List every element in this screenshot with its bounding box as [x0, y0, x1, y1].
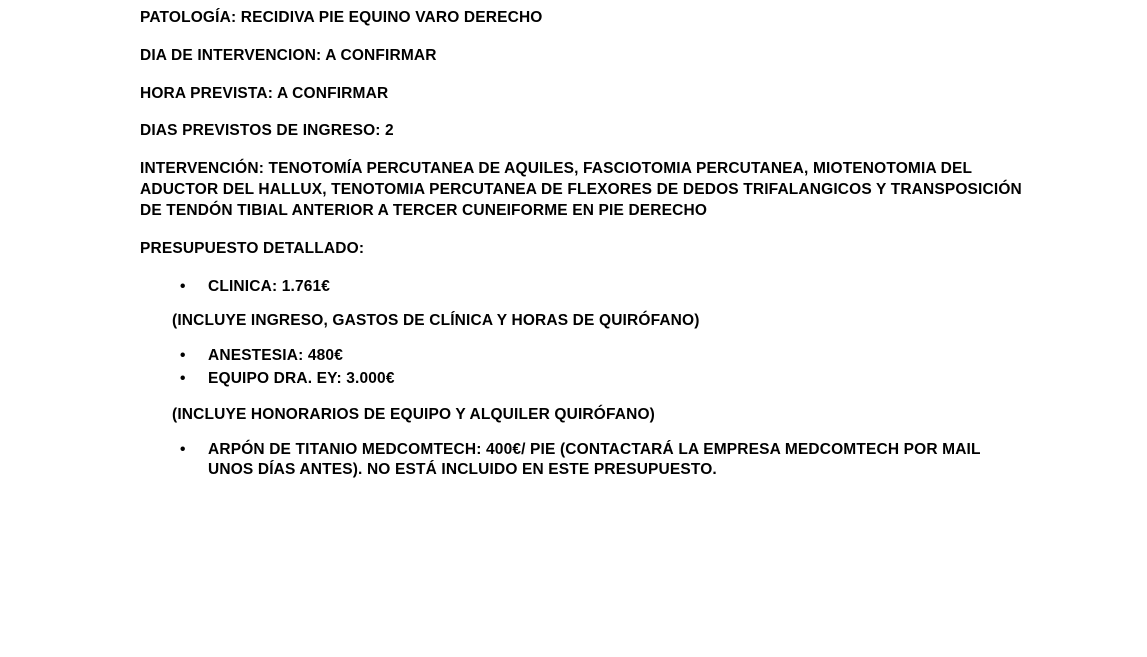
intervencion-paragraph: INTERVENCIÓN: TENOTOMÍA PERCUTANEA DE AQUILES, FASCIOTOMIA PERCUTANEA, MIOTENOTOMIA DEL ADUCTOR DEL HALLUX, TENOTOMIA PERCUTANEA DE FLEXORES DE DEDOS TRIFALANGICOS Y TRANSPOSICIÓN DE TENDÓN TIBIAL ANTERIOR A TERCER CUNEIFORME EN PIE DERECHO [140, 160, 1022, 219]
bullet-icon: • [180, 440, 186, 458]
patologia-line: PATOLOGÍA: RECIDIVA PIE EQUINO VARO DERECHO [140, 9, 543, 26]
honorarios-bullet-list [0, 346, 1147, 390]
dia-intervencion-line: DIA DE INTERVENCION: A CONFIRMAR [140, 46, 437, 64]
bullet-icon: • [180, 277, 186, 295]
bullet-icon: • [180, 370, 186, 388]
list-item-label: CLINICA: 1.761€ [208, 277, 331, 295]
dias-ingreso-line: DIAS PREVISTOS DE INGRESO: 2 [140, 122, 394, 140]
list-item-label: ANESTESIA: 480€ [208, 346, 343, 364]
list-item-label: EQUIPO DRA. EY: 3.000€ [208, 370, 395, 388]
material-bullet-list [0, 440, 1147, 481]
equipo-note: (INCLUYE HONORARIOS DE EQUIPO Y ALQUILER QUIRÓFANO) [172, 406, 655, 424]
hora-prevista-line: HORA PREVISTA: A CONFIRMAR [140, 84, 389, 102]
presupuesto-heading: PRESUPUESTO DETALLADO: [140, 240, 365, 258]
clinica-note: (INCLUYE INGRESO, GASTOS DE CLÍNICA Y HORAS DE QUIRÓFANO) [172, 312, 700, 330]
clinica-bullet-list [0, 277, 1147, 297]
list-item [0, 346, 1147, 366]
list-item [0, 277, 1147, 297]
bullet-icon: • [180, 346, 186, 364]
list-item-label: ARPÓN DE TITANIO MEDCOMTECH: 400€/ PIE (CONTACTARÁ LA EMPRESA MEDCOMTECH POR MAIL UNOS DÍAS ANTES). NO ESTÁ INCLUIDO EN ESTE PRESUPUESTO. [208, 440, 981, 479]
list-item [0, 440, 1147, 481]
list-item [0, 369, 1147, 389]
